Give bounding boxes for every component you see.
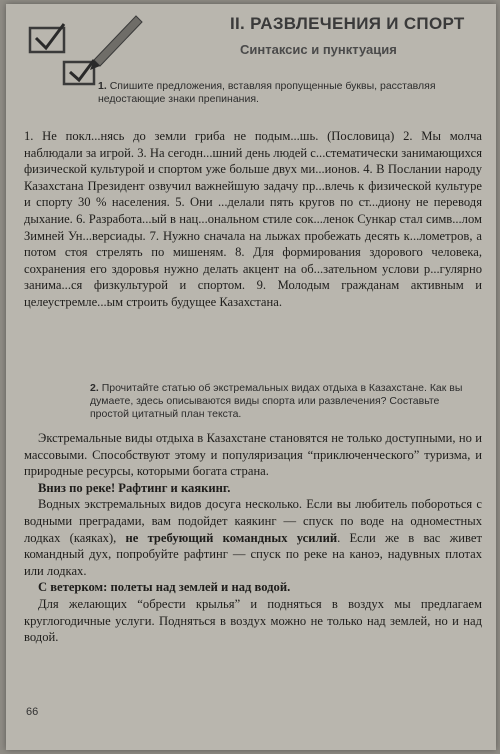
section-title: II. РАЗВЛЕЧЕНИЯ И СПОРТ (230, 14, 465, 33)
task-1-text: Спишите предложения, вставляя пропущенные буквы, расставляя недостающие знаки препинания. (98, 80, 436, 105)
rafting-text-bold: не требующий командных усилий (125, 530, 338, 545)
task-1-number: 1. (98, 80, 107, 92)
article-paragraph-flights: Для желающих “обрести крылья” и подняться в воздух мы предлагаем круглогодичные услуги. Подняться в воздух можно не только над землей, но и над водой. (24, 596, 482, 645)
task-2-number: 2. (90, 382, 99, 394)
article-heading-rafting: Вниз по реке! Рафтинг и каякинг. (38, 480, 231, 495)
task-2-text: Прочитайте статью об экстремальных видах отдыха в Казахстане. Как вы думаете, здесь описываются виды спорта или развлечения? Составьте простой цитатный план текста. (90, 382, 463, 420)
rafting-text-end: . Если же в вас живет командный дух, попробуйте рафтинг — спуск по реке на каноэ, надувных плотах или лодках. (24, 530, 483, 578)
textbook-page (6, 4, 496, 750)
article-intro: Экстремальные виды отдыха в Казахстане становятся не только доступными, но и массовыми. Способствуют этому и популяризация “приключенческого” туризма, и природные ресурсы, которыми богата страна. (24, 431, 482, 479)
article (24, 430, 482, 646)
article-paragraph-rafting (24, 496, 482, 579)
task-1-instruction (98, 80, 478, 106)
task-2-instruction (90, 382, 480, 421)
exercise-1-text: 1. Не покл...нясь до земли гриба не подым...шь. (Пословица) 2. Мы молча наблюдали за игрой. 3. На сегодн...шний день людей с...стематически занимающихся физической культурой и спортом уже больше двух ми...ионов. 4. В Послании народу Казахстана Президент озвучил важнейшую задачу пр...влечь к физической культуре и спорту 30 % населения. 5. Они ...делали пять кругов по ст...диону не переводя дыхание. 6. Разработа...ый в нац...ональном стиле сок...ленок Сункар стал симв...лом Зимней Ун...версиады. 7. Нужно сначала на лыжах пробежать десять к...лометров, а потом стоя стрелять по мишеням. 8. Для формирования здорового человека, сохранения его здоровья нужно делать акцент на об...зательном услови р...гулярно занима...ся физкультурой и спортом. 9. Молодым гражданам активным и целеустремле...ым строить будущее Казахстана. (24, 129, 482, 309)
rafting-text-start: Водных экстремальных видов досуга несколько. Если вы любитель побороться с водными преградами, вам подойдет каякинг — спуск по воде на одноместных лодках (каяках), (24, 497, 482, 545)
article-heading-flights: С ветерком: полеты над землей и над водой. (38, 580, 291, 595)
checkmark-pencil-icon (24, 10, 144, 90)
section-subtitle: Синтаксис и пунктуация (240, 42, 397, 57)
page-number: 66 (26, 706, 39, 718)
